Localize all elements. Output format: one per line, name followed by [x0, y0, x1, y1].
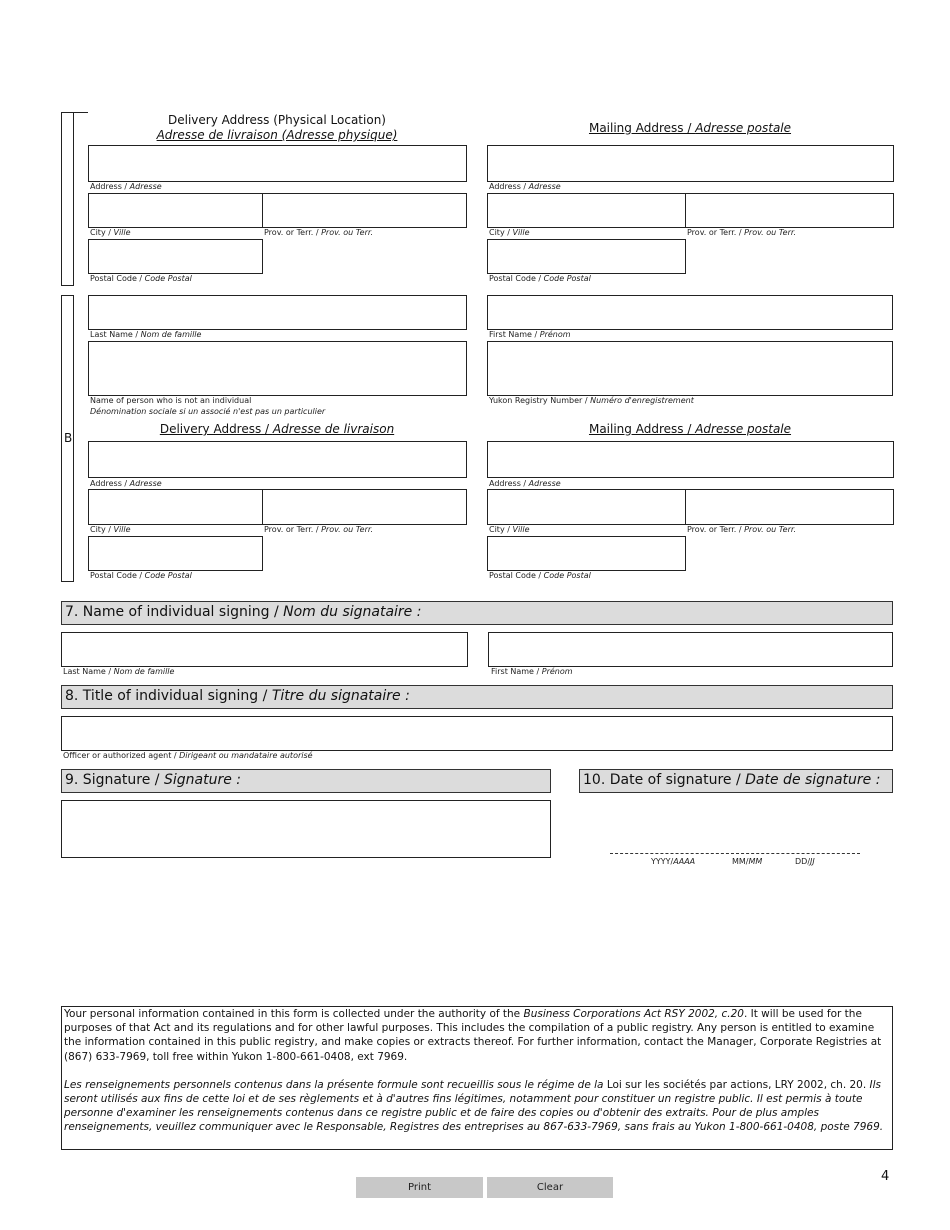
delivery-address-header: Delivery Address (Physical Location) Adresse de livraison (Adresse physique) — [156, 113, 398, 142]
mailing-address-input[interactable] — [487, 145, 894, 182]
signer-first-name-input[interactable] — [488, 632, 893, 667]
non-individual-name-label: Name of person who is not an individual Dénomination sociale si un associé n'est pas un particulier — [90, 396, 326, 416]
date-mm-label: MM/MM — [732, 857, 763, 866]
b-delivery-prov-label: Prov. or Terr. / Prov. ou Terr. — [264, 525, 373, 534]
delivery-prov-label: Prov. or Terr. / Prov. ou Terr. — [264, 228, 373, 237]
section-b-letter: B — [64, 431, 73, 445]
signer-first-name-label: First Name / Prénom — [491, 667, 573, 676]
b-delivery-address-input[interactable] — [88, 441, 467, 478]
mailing-address-label: Address / Adresse — [489, 182, 561, 191]
partner-first-name-input[interactable] — [487, 295, 893, 330]
privacy-notice — [61, 1006, 893, 1150]
registry-number-label: Yukon Registry Number / Numéro d'enregistrement — [489, 396, 694, 405]
delivery-postal-label: Postal Code / Code Postal — [90, 274, 192, 283]
section-10-header: 10. Date of signature / Date de signature : — [579, 769, 893, 793]
b-delivery-postal-label: Postal Code / Code Postal — [90, 571, 192, 580]
section-a-bracket-tick — [74, 112, 88, 113]
signer-title-label: Officer or authorized agent / Dirigeant ou mandataire autorisé — [63, 751, 313, 760]
signature-box[interactable] — [61, 800, 551, 858]
delivery-postal-input[interactable] — [88, 239, 263, 274]
delivery-prov-input[interactable] — [262, 193, 467, 228]
b-mailing-city-label: City / Ville — [489, 525, 530, 534]
delivery-city-label: City / Ville — [90, 228, 131, 237]
page-number: 4 — [881, 1169, 890, 1184]
section-9-header: 9. Signature / Signature : — [61, 769, 551, 793]
mailing-prov-input[interactable] — [685, 193, 894, 228]
mailing-prov-label: Prov. or Terr. / Prov. ou Terr. — [687, 228, 796, 237]
privacy-notice-fr: Les renseignements personnels contenus dans la présente formule sont recueillis sous le régime de la Loi sur les sociétés par actions, LRY 2002, ch. 20. Ils seront utilisés aux fins de cette loi et de ses règlements et à d'autres fins légitimes, notamment pour constituer un registre public. Il est permis à toute personne d'examiner les renseignements contenus dans ce registre public et de faire des copies ou d'obtenir des extraits. Pour de plus amples renseignements, veuillez communiquer avec le Responsable, Registres des entreprises au 867-633-7969, sans frais au Yukon 1-800-661-0408, poste 7969. — [64, 1078, 884, 1134]
section-a-bracket — [61, 112, 74, 286]
b-mailing-prov-input[interactable] — [685, 489, 894, 525]
section-7-header: 7. Name of individual signing / Nom du signataire : — [61, 601, 893, 625]
b-delivery-address-header: Delivery Address / Adresse de livraison — [159, 422, 395, 436]
signer-title-input[interactable] — [61, 716, 893, 751]
privacy-notice-en: Your personal information contained in this form is collected under the authority of the Business Corporations Act RSY 2002, c.20. It will be used for the purposes of that Act and its regulations and for other lawful purposes. This includes the compilation of a public registry. Any person is entitled to examine the information contained in this public registry, and make copies or extracts thereof. For further information, contact the Manager, Corporate Registries at (867) 633-7969, toll free within Yukon 1-800-661-0408, ext 7969. — [64, 1008, 882, 1063]
b-mailing-address-header: Mailing Address / Adresse postale — [588, 422, 792, 436]
b-delivery-address-label: Address / Adresse — [90, 479, 162, 488]
clear-button[interactable]: Clear — [487, 1177, 613, 1198]
print-button[interactable]: Print — [356, 1177, 483, 1198]
b-mailing-address-input[interactable] — [487, 441, 894, 478]
b-mailing-address-label: Address / Adresse — [489, 479, 561, 488]
partner-first-name-label: First Name / Prénom — [489, 330, 571, 339]
partner-last-name-label: Last Name / Nom de famille — [90, 330, 202, 339]
signer-last-name-label: Last Name / Nom de famille — [63, 667, 175, 676]
section-8-header: 8. Title of individual signing / Titre du signataire : — [61, 685, 893, 709]
b-mailing-prov-label: Prov. or Terr. / Prov. ou Terr. — [687, 525, 796, 534]
mailing-postal-input[interactable] — [487, 239, 686, 274]
b-delivery-city-input[interactable] — [88, 489, 263, 525]
b-mailing-postal-label: Postal Code / Code Postal — [489, 571, 591, 580]
non-individual-name-input[interactable] — [88, 341, 467, 396]
b-delivery-postal-input[interactable] — [88, 536, 263, 571]
date-of-signature-line[interactable] — [610, 853, 860, 854]
delivery-address-input[interactable] — [88, 145, 467, 182]
b-mailing-postal-input[interactable] — [487, 536, 686, 571]
b-mailing-city-input[interactable] — [487, 489, 686, 525]
delivery-city-input[interactable] — [88, 193, 263, 228]
b-delivery-city-label: City / Ville — [90, 525, 131, 534]
mailing-address-header: Mailing Address / Adresse postale — [588, 121, 792, 135]
mailing-city-input[interactable] — [487, 193, 686, 228]
date-dd-label: DD/JJ — [795, 857, 815, 866]
mailing-postal-label: Postal Code / Code Postal — [489, 274, 591, 283]
partner-last-name-input[interactable] — [88, 295, 467, 330]
b-delivery-prov-input[interactable] — [262, 489, 467, 525]
delivery-address-label: Address / Adresse — [90, 182, 162, 191]
mailing-city-label: City / Ville — [489, 228, 530, 237]
date-yyyy-label: YYYY/AAAA — [651, 857, 696, 866]
signer-last-name-input[interactable] — [61, 632, 468, 667]
registry-number-input[interactable] — [487, 341, 893, 396]
